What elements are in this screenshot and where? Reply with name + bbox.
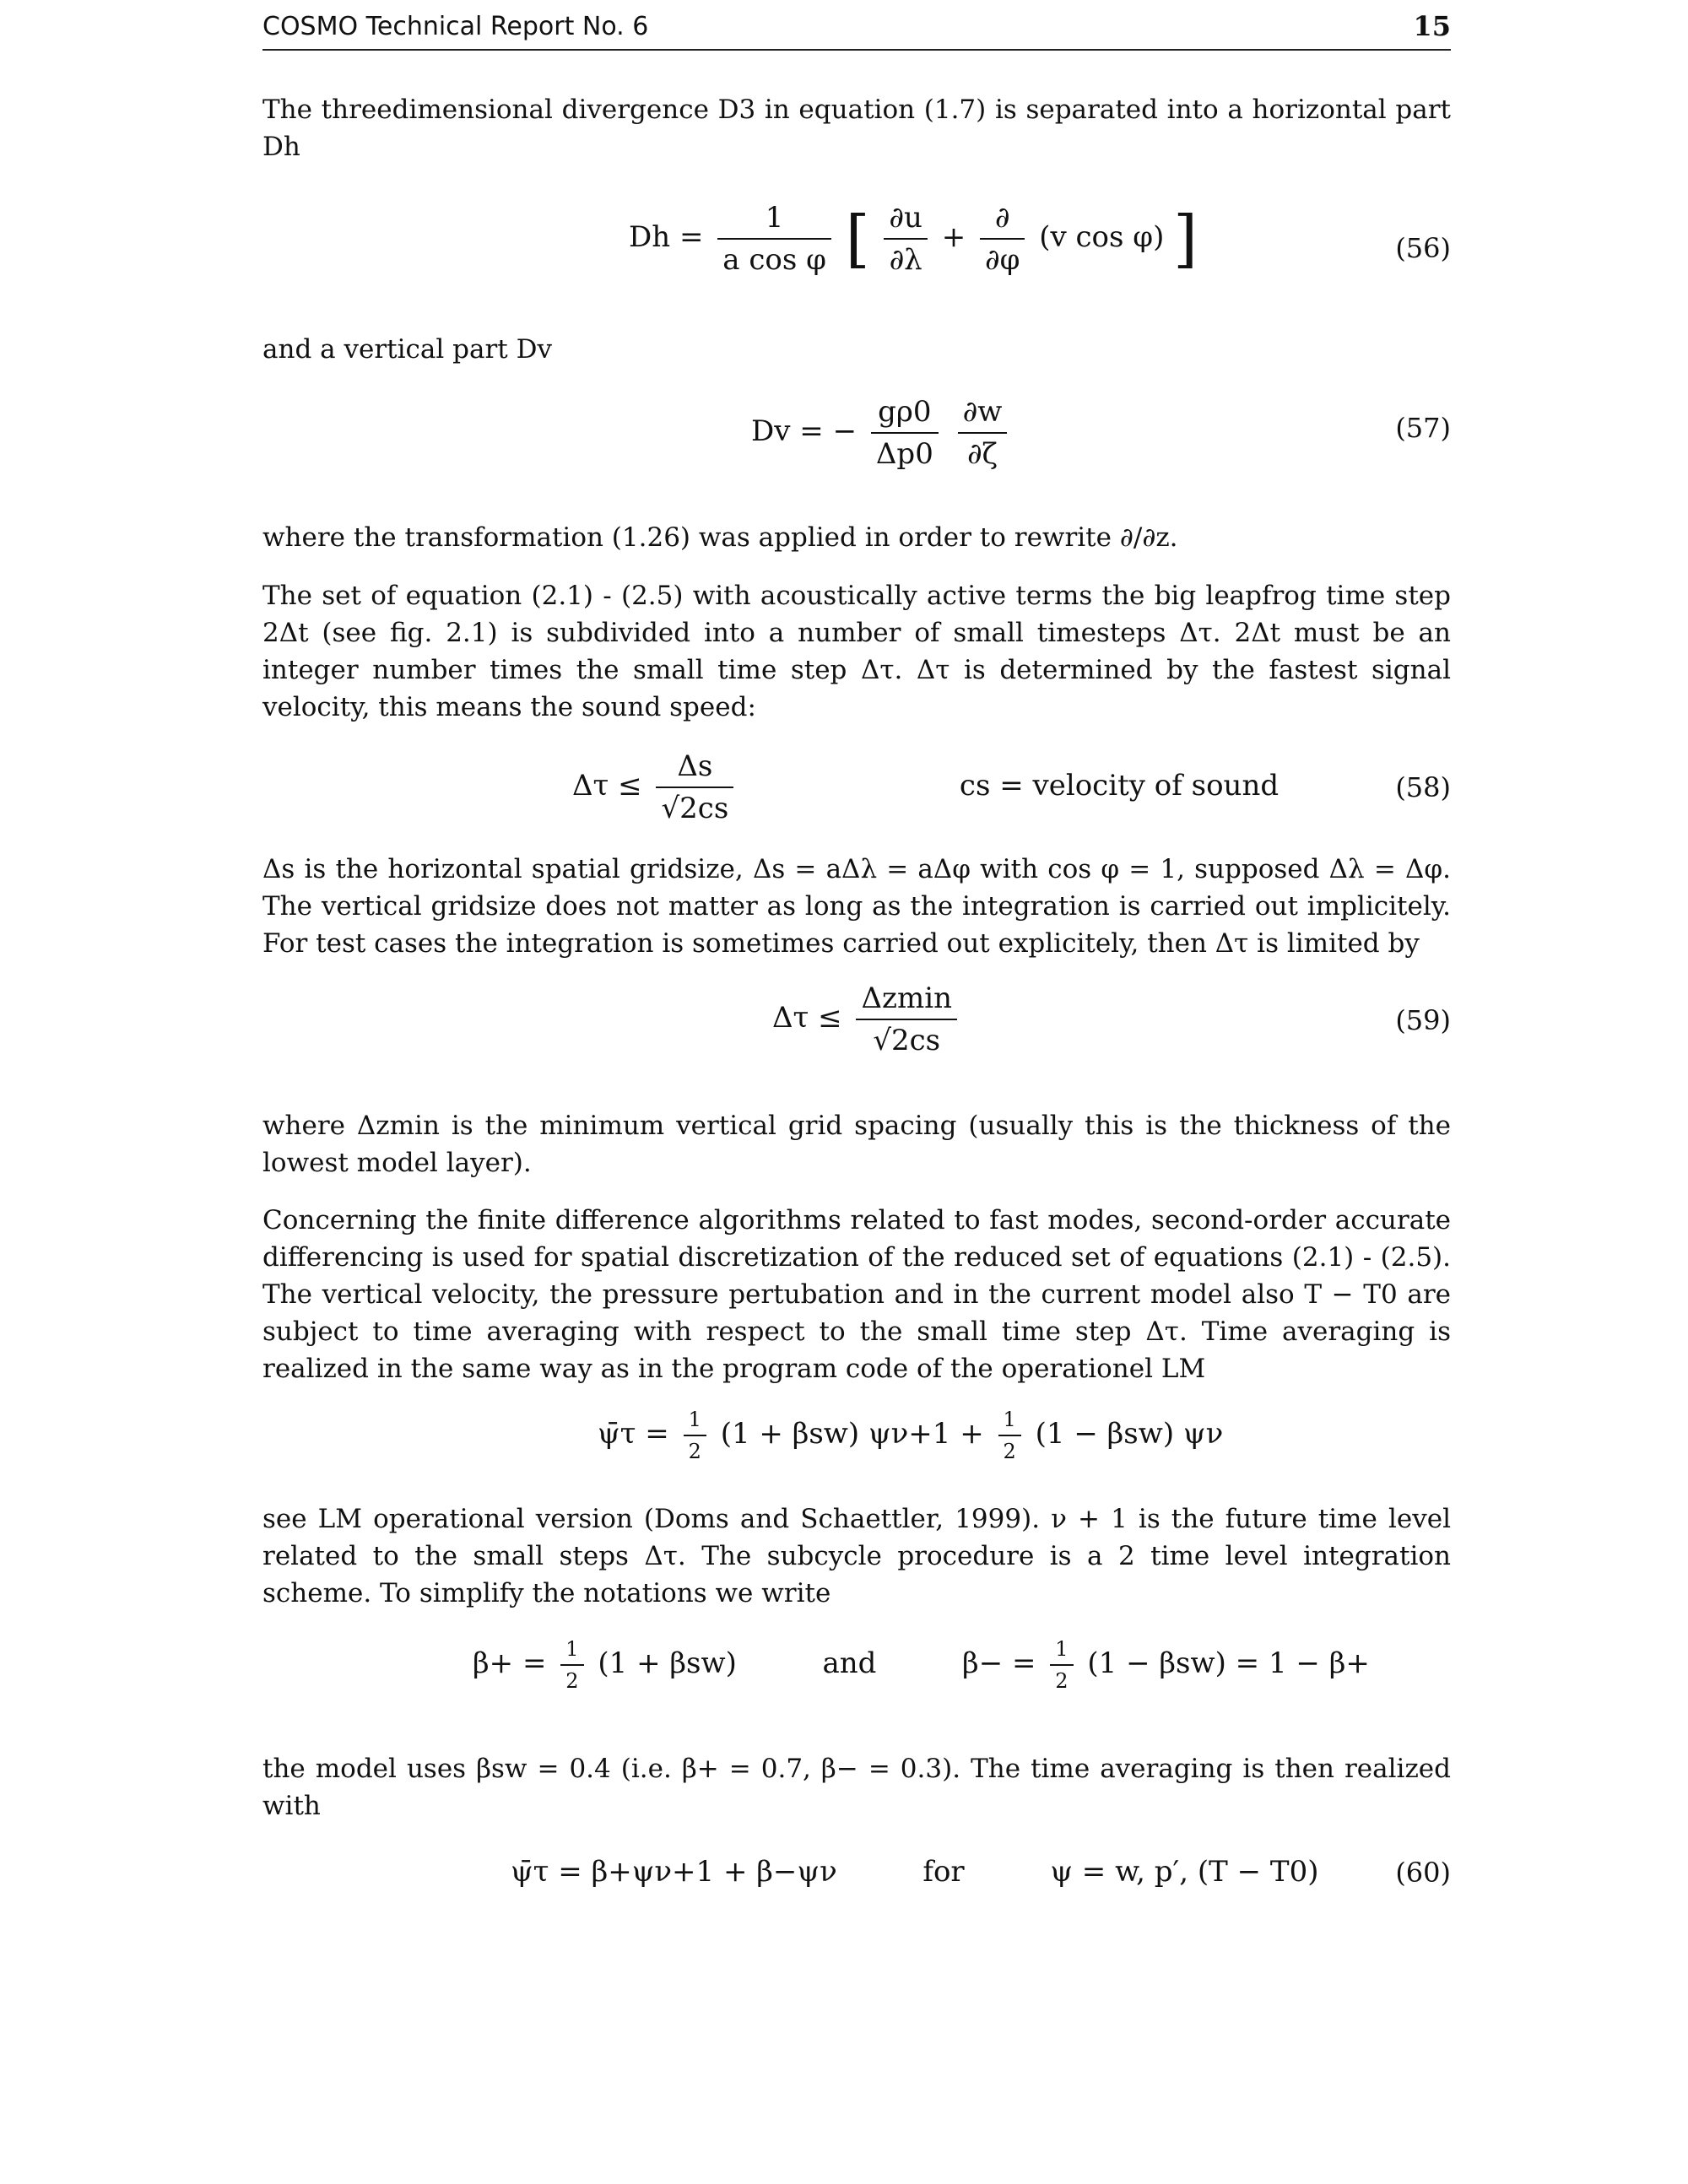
eq59-frac-num: Δzmin bbox=[856, 981, 956, 1020]
eq56-d1 bbox=[884, 201, 927, 277]
eq-beta-half-2-den: 2 bbox=[1055, 1669, 1069, 1693]
eq57-frac1 bbox=[871, 395, 939, 471]
eq-avg-half-1 bbox=[684, 1408, 706, 1463]
eq-beta-half-1-num: 1 bbox=[560, 1637, 583, 1666]
eq60-for: for bbox=[922, 1855, 965, 1889]
paragraph-8: see LM operational version (Doms and Schaettler, 1999). ν + 1 is the future time level related to the small steps Δτ. The subcycle procedure is a 2 time level integration scheme. To simplify the notations we write bbox=[262, 1504, 1451, 1608]
eq56-d2-num: ∂ bbox=[980, 201, 1025, 240]
eq57-frac2 bbox=[958, 395, 1008, 471]
eq56-frac-den: a cos φ bbox=[722, 243, 826, 277]
eq58-rhs: cs = velocity of sound bbox=[959, 769, 1280, 803]
eq-avg-half-1-den: 2 bbox=[688, 1440, 701, 1463]
eq-beta-half-2 bbox=[1050, 1637, 1073, 1693]
eq-avg-half-2-num: 1 bbox=[998, 1408, 1021, 1436]
paragraph-4: The set of equation (2.1) - (2.5) with acoustically active terms the big leapfrog time step 2Δt (see fig. 2.1) is subdivided into a number of small timesteps Δτ. 2Δt must be an integer number times the small time step Δτ. Δτ is determined by the fastest signal velocity, this means the sound speed: bbox=[262, 581, 1451, 722]
eq57-frac1-num: gρ0 bbox=[871, 395, 939, 434]
eq56-d2-den: ∂φ bbox=[985, 243, 1020, 277]
eq56-tail: (v cos φ) bbox=[1039, 220, 1165, 254]
paragraph-9: the model uses βsw = 0.4 (i.e. β+ = 0.7, β− = 0.3). The time averaging is then realized with bbox=[262, 1754, 1451, 1821]
equation-number-58: (58) bbox=[1395, 771, 1451, 803]
equation-number-59: (59) bbox=[1395, 1004, 1451, 1036]
eq-avg-half-2 bbox=[998, 1408, 1021, 1463]
eq56-d1-den: ∂λ bbox=[889, 243, 922, 277]
eq59-fraction bbox=[856, 981, 956, 1057]
eq-beta-half-2-num: 1 bbox=[1050, 1637, 1073, 1666]
equation-number-57: (57) bbox=[1395, 412, 1451, 444]
eq-beta-half-1-den: 2 bbox=[565, 1669, 579, 1693]
page-number: 15 bbox=[1413, 10, 1451, 42]
eq-avg-half-1-num: 1 bbox=[684, 1408, 706, 1436]
eq-beta-plus-lhs: β+ = bbox=[473, 1646, 547, 1680]
paragraph-6: where Δzmin is the minimum vertical grid spacing (usually this is the thickness of the lowest model layer). bbox=[262, 1111, 1451, 1178]
eq-avg-term1: (1 + βsw) ψν+1 + bbox=[720, 1417, 984, 1451]
page-header bbox=[262, 8, 1451, 51]
eq59-lhs: Δτ ≤ bbox=[772, 1001, 842, 1035]
paragraph-2: and a vertical part Dv bbox=[262, 334, 552, 365]
eq57-frac1-den: Δp0 bbox=[875, 437, 933, 471]
eq60-lhs: ψ̄τ = β+ψν+1 + β−ψν bbox=[511, 1855, 837, 1889]
eq56-frac-num: 1 bbox=[717, 201, 831, 240]
eq56-open-bracket: [ bbox=[845, 203, 870, 275]
equation-59 bbox=[772, 981, 962, 1057]
eq-avg-term2: (1 − βsw) ψν bbox=[1035, 1417, 1224, 1451]
eq56-close-bracket: ] bbox=[1173, 203, 1198, 275]
eq56-d1-num: ∂u bbox=[884, 201, 927, 240]
eq57-frac2-den: ∂ζ bbox=[966, 437, 998, 471]
paragraph-7: Concerning the finite difference algorithms related to fast modes, second-order accurate differencing is used for spatial discretization of the reduced set of equations (2.1) - (2.5). The vertical velocity, the pressure pertubation and in the current model also T − T0 are subject to time averaging with respect to the small time step Δτ. Time averaging is realized in the same way as in the program code of the operationel LM bbox=[262, 1205, 1451, 1384]
equation-number-60: (60) bbox=[1395, 1857, 1451, 1889]
paragraph-5: Δs is the horizontal spatial gridsize, Δs = aΔλ = aΔφ with cos φ = 1, supposed Δλ = Δφ. The vertical gridsize does not matter as long as the integration is carried out implicitely. For test cases the integration is sometimes carried out explicitely, then Δτ is limited by bbox=[262, 854, 1451, 959]
eq-avg-half-2-den: 2 bbox=[1003, 1440, 1016, 1463]
eq58-frac-num: Δs bbox=[656, 749, 733, 788]
eq56-plus: + bbox=[941, 220, 966, 254]
paragraph-1: The threedimensional divergence D3 in equation (1.7) is separated into a horizontal part Dh bbox=[262, 95, 1451, 162]
eq56-fraction bbox=[717, 201, 831, 277]
eq-beta-plus-rhs: (1 + βsw) bbox=[598, 1646, 737, 1680]
eq57-frac2-num: ∂w bbox=[958, 395, 1008, 434]
paragraph-3: where the transformation (1.26) was applied in order to rewrite ∂/∂z. bbox=[262, 522, 1178, 553]
equation-58 bbox=[572, 749, 1279, 825]
eq-beta-minus-rhs: (1 − βsw) = 1 − β+ bbox=[1087, 1646, 1370, 1680]
eq-avg-lhs: ψ̄τ = bbox=[598, 1417, 669, 1451]
equation-time-average bbox=[598, 1408, 1223, 1463]
report-title: COSMO Technical Report No. 6 bbox=[262, 12, 649, 41]
eq56-d2 bbox=[980, 201, 1025, 277]
eq60-rhs: ψ = w, p′, (T − T0) bbox=[1050, 1855, 1319, 1889]
equation-56 bbox=[629, 201, 1198, 277]
eq58-fraction bbox=[656, 749, 733, 825]
eq58-lhs: Δτ ≤ bbox=[572, 769, 642, 803]
eq59-frac-den: √2cs bbox=[873, 1024, 941, 1057]
eq57-lhs: Dv = − bbox=[751, 414, 858, 448]
eq-beta-and: and bbox=[822, 1646, 877, 1680]
eq56-lhs: Dh = bbox=[629, 220, 704, 254]
equation-beta-definitions bbox=[473, 1637, 1370, 1693]
equation-60 bbox=[511, 1855, 1318, 1889]
eq-beta-half-1 bbox=[560, 1637, 583, 1693]
equation-number-56: (56) bbox=[1395, 232, 1451, 264]
eq-beta-minus-lhs: β− = bbox=[962, 1646, 1036, 1680]
equation-57 bbox=[751, 395, 1012, 471]
eq58-frac-den: √2cs bbox=[661, 792, 729, 825]
